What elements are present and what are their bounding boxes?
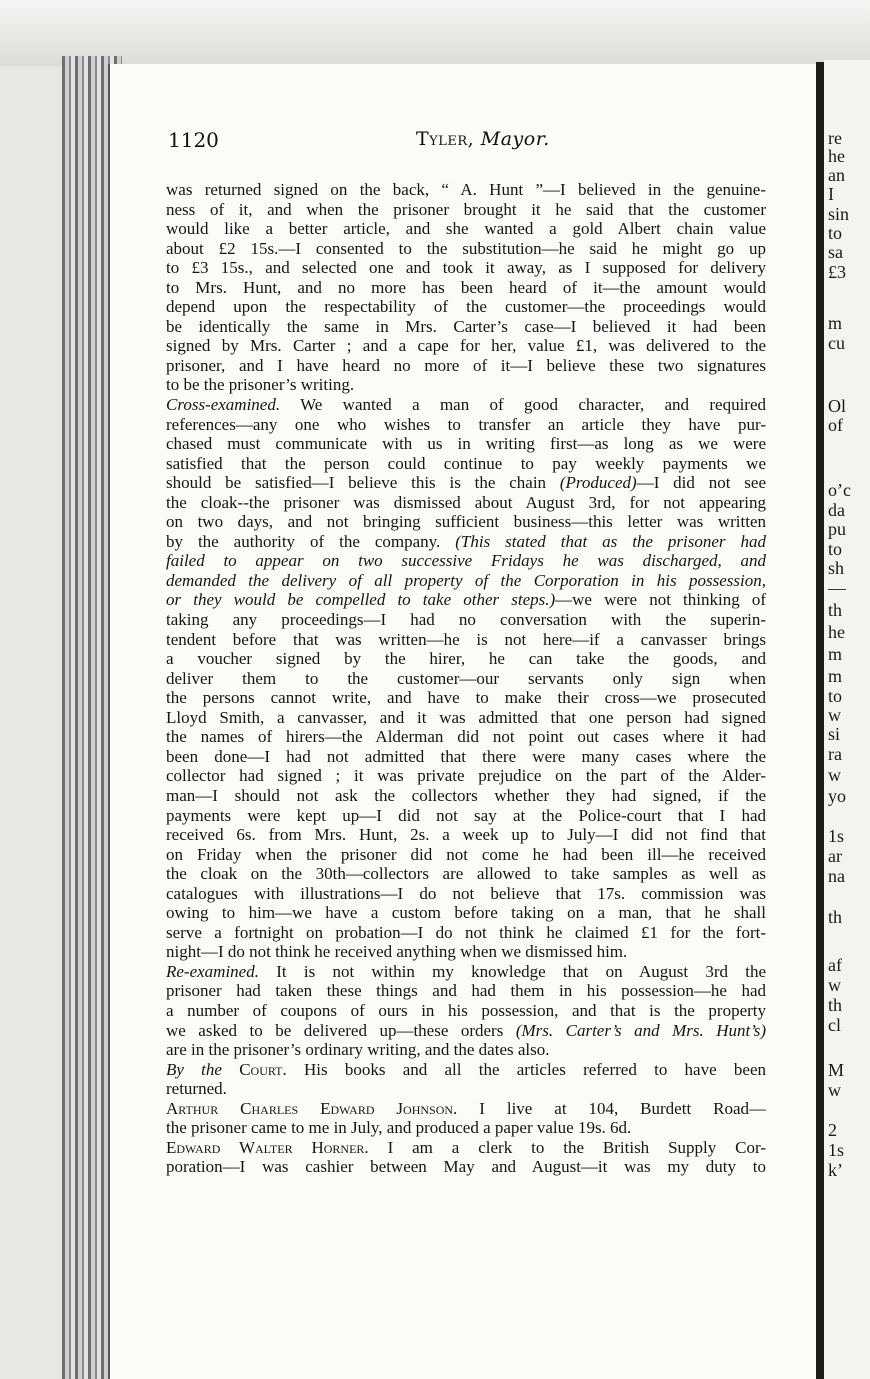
text-line: [166, 590, 766, 610]
page-number: 1120: [168, 128, 219, 152]
text-line: [166, 493, 766, 513]
facing-page-fragment: —: [828, 578, 846, 598]
text-segment: received 6s. from Mrs. Hunt, 2s. a week up to July—I did not find that: [166, 825, 766, 845]
text-segment: references—any one who wishes to transfer an article they have pur-: [166, 414, 766, 434]
text-segment: the names of hirers—the Alderman did not point out cases where it had: [166, 727, 766, 747]
page-gutter-shadow: [816, 62, 824, 1379]
text-line: [166, 766, 766, 786]
text-line: [166, 1079, 766, 1099]
facing-page-fragment: m: [828, 644, 843, 664]
facing-page-fragment: M: [828, 1060, 845, 1080]
italic-text: demanded the delivery of all property of the Corporation in his possession,: [166, 570, 766, 590]
text-line: [166, 336, 766, 356]
italic-text: or they would be compelled to take other steps.): [166, 590, 556, 610]
facing-page-fragment: 1s: [828, 826, 845, 846]
facing-page-fragment: na: [828, 866, 845, 886]
facing-page-fragment: k’: [828, 1160, 843, 1180]
facing-page-fragment: sin: [828, 204, 850, 224]
text-segment: the prisoner came to me in July, and produced a paper value 19s. 6d.: [166, 1118, 632, 1138]
facing-page-fragment: ar: [828, 846, 842, 866]
facing-page-fragment: th: [828, 995, 843, 1015]
text-segment: the persons cannot write, and have to make their cross—we prosecuted: [166, 688, 766, 708]
scan-top-margin: [0, 0, 870, 66]
running-head: [416, 128, 550, 150]
italic-text: Cross-examined.: [166, 395, 281, 415]
italic-text: (This stated that as the prisoner had: [455, 531, 766, 551]
text-segment: It is not within my knowledge that on August 3rd the: [258, 961, 766, 981]
text-segment: about £2 15s.—I consented to the substitution—he said he might go up: [166, 238, 766, 258]
text-line: [166, 1021, 766, 1041]
text-segment: a number of coupons of ours in his possession, and that is the property: [166, 1000, 766, 1020]
text-segment: the cloak--the prisoner was dismissed about August 3rd, for not appearing: [166, 492, 766, 512]
small-caps-text: Edward Walter Horner.: [166, 1137, 369, 1157]
facing-page-fragment: sa: [828, 242, 843, 262]
text-segment: we asked to be delivered up—these orders: [166, 1020, 516, 1040]
facing-page-fragment: to: [828, 686, 843, 706]
text-line: [166, 1040, 766, 1060]
text-segment: collector had signed ; it was private prejudice on the part of the Alder-: [166, 766, 766, 786]
facing-page-fragment: o’c: [828, 480, 851, 500]
running-head-title: Mayor.: [480, 128, 550, 150]
text-line: [166, 551, 766, 571]
text-line: [166, 903, 766, 923]
text-line: [166, 356, 766, 376]
text-line: [166, 649, 766, 669]
facing-page-fragment: yo: [828, 786, 846, 806]
facing-page-fragment: to: [828, 223, 843, 243]
facing-page-fragment: re: [828, 128, 842, 148]
text-segment: Lloyd Smith, a canvasser, and it was admitted that one person had signed: [166, 707, 766, 727]
page-header: [168, 128, 768, 158]
text-segment: serve a fortnight on probation—I do not think he claimed £1 for the fort-: [166, 922, 766, 942]
facing-page-fragment: I: [828, 184, 834, 204]
italic-text: failed to appear on two successive Fridays he was discharged, and: [166, 551, 766, 571]
text-line: [166, 981, 766, 1001]
italic-text: (Produced): [559, 473, 637, 493]
text-segment: poration—I was cashier between May and August—it was my duty to: [166, 1157, 766, 1177]
facing-page-fragment: w: [828, 705, 841, 725]
text-line: [166, 317, 766, 337]
facing-page-fragment: af: [828, 955, 842, 975]
text-segment: on two days, and not bringing sufficient business—this letter was written: [166, 512, 766, 532]
text-line: [166, 278, 766, 298]
text-segment: be identically the same in Mrs. Carter’s case—I believed it had been: [166, 316, 766, 336]
facing-page-fragment: m: [828, 313, 843, 333]
text-segment: was returned signed on the back, “ A. Hunt ”—I believed in the genuine-: [166, 180, 766, 199]
facing-page-fragment: m: [828, 666, 843, 686]
text-segment: are in the prisoner’s ordinary writing, and the dates also.: [166, 1040, 550, 1060]
small-caps-text: Arthur Charles Edward Johnson.: [166, 1098, 458, 1118]
facing-page-edge: [824, 60, 870, 1379]
facing-page-fragment: of: [828, 415, 843, 435]
text-segment: been done—I had not admitted that there were many cases where the: [166, 746, 766, 766]
text-line: [166, 669, 766, 689]
text-line: [166, 825, 766, 845]
text-segment: would like a better article, and she wanted a gold Albert chain value: [166, 219, 766, 239]
text-segment: satisfied that the person could continue to pay weekly payments we: [166, 453, 766, 473]
italic-text: By the: [166, 1059, 222, 1079]
facing-page-fragment: si: [828, 724, 841, 744]
facing-page-fragment: th: [828, 907, 843, 927]
text-line: [166, 297, 766, 317]
facing-page-fragment: w: [828, 975, 841, 995]
text-segment: owing to him—we have a custom before taking on a man, that he shall: [166, 903, 766, 923]
text-segment: —we were not thinking of: [555, 590, 766, 610]
text-segment: His books and all the articles referred to have been: [286, 1059, 766, 1079]
text-segment: ness of it, and when the prisoner brought it he said that the customer: [166, 199, 766, 219]
text-line: [166, 727, 766, 747]
text-line: [166, 375, 766, 395]
text-line: [166, 786, 766, 806]
text-segment: should be satisfied—I believe this is the chain: [166, 473, 560, 493]
text-line: [166, 806, 766, 826]
text-segment: taking any proceedings—I had no conversation with the superin-: [166, 610, 766, 630]
text-line: [166, 923, 766, 943]
text-line: [166, 610, 766, 630]
text-segment: prisoner had taken these things and had them in his possession—he had: [166, 981, 766, 1001]
text-line: [166, 942, 766, 962]
text-line: [166, 258, 766, 278]
text-line: [166, 1001, 766, 1021]
text-segment: deliver them to the customer—our servants only sign when: [166, 668, 766, 688]
facing-page-fragment: he: [828, 146, 845, 166]
facing-page-fragment: th: [828, 600, 843, 620]
text-segment: to Mrs. Hunt, and no more has been heard of it—the amount would: [166, 277, 766, 297]
text-line: [166, 962, 766, 982]
text-line: [166, 1060, 766, 1080]
text-segment: I live at 104, Burdett Road—: [457, 1098, 766, 1118]
facing-page-fragment: £3: [828, 262, 846, 282]
text-segment: on Friday when the prisoner did not come he had been ill—he received: [166, 844, 766, 864]
text-segment: tendent before that was written—he is not here—if a canvasser brings: [166, 629, 766, 649]
body-text: [166, 180, 766, 1177]
text-line: [166, 532, 766, 552]
text-line: [166, 1138, 766, 1158]
text-segment: the cloak on the 30th—collectors are allowed to take samples as well as: [166, 864, 766, 884]
running-head-name: Tyler,: [416, 128, 475, 150]
facing-page-fragment: an: [828, 165, 845, 185]
italic-text: Re-examined.: [166, 961, 259, 981]
text-line: [166, 571, 766, 591]
text-segment: catalogues with illustrations—I do not believe that 17s. commission was: [166, 883, 766, 903]
text-line: [166, 454, 766, 474]
facing-page-fragment: da: [828, 500, 845, 520]
text-line: [166, 747, 766, 767]
text-line: [166, 845, 766, 865]
text-line: [166, 1157, 766, 1177]
text-line: [166, 434, 766, 454]
facing-page-fragment: ra: [828, 744, 842, 764]
facing-page-fragment: he: [828, 622, 845, 642]
text-segment: payments were kept up—I did not say at the Police-court that I had: [166, 805, 766, 825]
text-segment: prisoner, and I have heard no more of it—I believe these two signatures: [166, 355, 766, 375]
facing-page-fragment: cu: [828, 333, 845, 353]
text-line: [166, 1118, 766, 1138]
text-line: [166, 180, 766, 200]
facing-page-fragment: Ol: [828, 396, 846, 416]
text-line: [166, 200, 766, 220]
text-line: [166, 1099, 766, 1119]
text-line: [166, 688, 766, 708]
text-segment: We wanted a man of good character, and required: [280, 395, 766, 415]
text-line: [166, 884, 766, 904]
text-segment: depend upon the respectability of the customer—the proceedings would: [166, 297, 766, 317]
text-segment: chased must communicate with us in writing first—as long as we were: [166, 434, 766, 454]
italic-text: (Mrs. Carter’s and Mrs. Hunt’s): [515, 1020, 766, 1040]
text-segment: —I did not see: [636, 473, 766, 493]
text-segment: returned.: [166, 1079, 227, 1099]
text-segment: to £3 15s., and selected one and took it away, as I supposed for delivery: [166, 258, 766, 278]
facing-page-fragment: sh: [828, 558, 845, 578]
text-line: [166, 864, 766, 884]
text-line: [166, 239, 766, 259]
text-segment: signed by Mrs. Carter ; and a cape for her, value £1, was delivered to the: [166, 336, 766, 356]
text-line: [166, 512, 766, 532]
facing-page-fragment: to: [828, 539, 843, 559]
text-segment: man—I should not ask the collectors whether they had signed, if the: [166, 785, 766, 805]
text-line: [166, 708, 766, 728]
facing-page-fragment: 2: [828, 1120, 837, 1140]
text-line: [166, 395, 766, 415]
text-segment: by the authority of the company.: [166, 531, 456, 551]
facing-page-fragment: w: [828, 1080, 841, 1100]
text-segment: night—I do not think he received anything when we dismissed him.: [166, 942, 628, 962]
small-caps-text: Court.: [221, 1059, 287, 1079]
text-segment: a voucher signed by the hirer, he can take the goods, and: [166, 649, 766, 669]
text-segment: to be the prisoner’s writing.: [166, 375, 355, 395]
facing-page-fragment: 1s: [828, 1140, 845, 1160]
facing-page-fragment: pu: [828, 519, 846, 539]
facing-page-fragment: cl: [828, 1015, 841, 1035]
text-line: [166, 219, 766, 239]
text-line: [166, 630, 766, 650]
text-segment: I am a clerk to the British Supply Cor-: [368, 1137, 766, 1157]
facing-page-fragment: w: [828, 765, 841, 785]
text-line: [166, 415, 766, 435]
text-line: [166, 473, 766, 493]
